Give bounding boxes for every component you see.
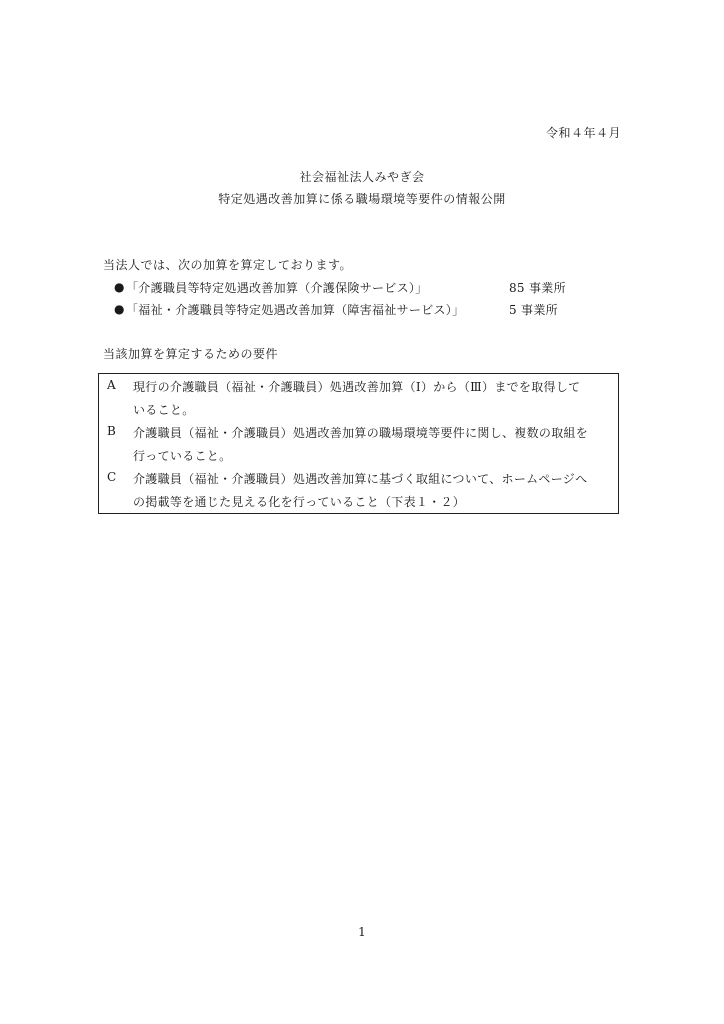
bullet-count: 85 事業所 bbox=[509, 280, 566, 295]
bullet-count: 5 事業所 bbox=[509, 302, 558, 317]
requirement-letter: B bbox=[107, 424, 117, 438]
bullet-icon: ● bbox=[114, 280, 125, 294]
page-number: 1 bbox=[358, 925, 366, 939]
requirements-box bbox=[98, 373, 619, 514]
requirement-line: 介護職員（福祉・介護職員）処遇改善加算に基づく取組について、ホームページへ bbox=[133, 472, 588, 486]
list-item bbox=[114, 298, 574, 320]
bullet-icon: ● bbox=[114, 302, 125, 316]
requirement-line: 現行の介護職員（福祉・介護職員）処遇改善加算（Ⅰ）から（Ⅲ）までを取得して bbox=[133, 380, 581, 394]
requirement-letter: A bbox=[107, 378, 116, 392]
bullet-list bbox=[114, 276, 574, 320]
intro-text: 当法人では、次の加算を算定しております。 bbox=[103, 258, 353, 272]
document-date: 令和４年４月 bbox=[545, 126, 621, 140]
organization-name: 社会福祉法人みやぎ会 bbox=[299, 170, 425, 184]
requirement-line: いること。 bbox=[133, 403, 195, 417]
requirement-line: の掲載等を通じた見える化を行っていること（下表１・２） bbox=[133, 495, 466, 509]
requirements-heading: 当該加算を算定するための要件 bbox=[103, 347, 279, 361]
document-title: 特定処遇改善加算に係る職場環境等要件の情報公開 bbox=[218, 192, 506, 206]
bullet-text: 「介護職員等特定処遇改善加算（介護保険サービス）」 bbox=[126, 280, 428, 295]
list-item bbox=[114, 276, 574, 298]
requirement-line: 介護職員（福祉・介護職員）処遇改善加算の職場環境等要件に関し、複数の取組を bbox=[133, 426, 589, 440]
requirement-line: 行っていること。 bbox=[133, 449, 232, 463]
requirement-letter: C bbox=[107, 470, 117, 484]
bullet-text: 「福祉・介護職員等特定処遇改善加算（障害福祉サービス）」 bbox=[126, 302, 465, 317]
